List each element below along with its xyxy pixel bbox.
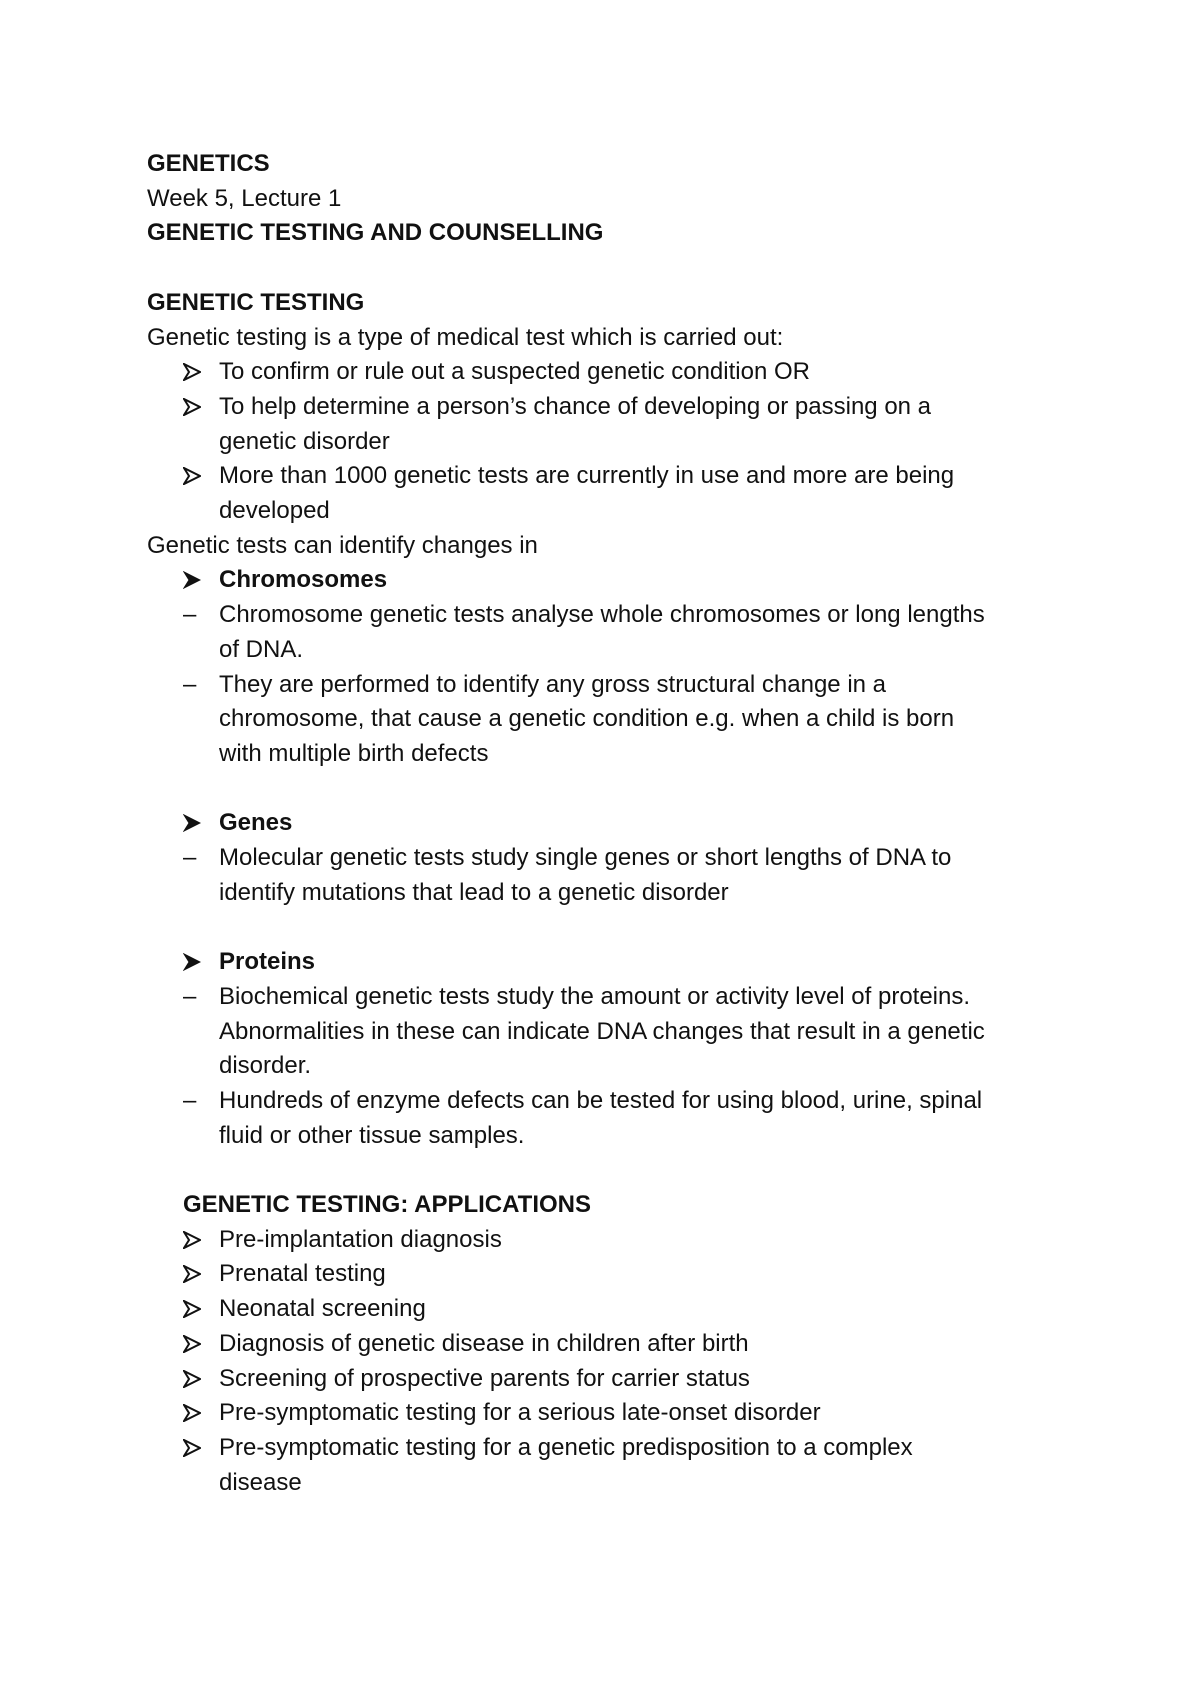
list-item-text: They are performed to identify any gross structural change in a chromosome, that cause a genetic condition e.g. when a child is born with multiple birth defects: [219, 670, 955, 767]
arrow-bullet-icon: [183, 1292, 211, 1318]
dash-bullet-icon: –: [183, 1086, 197, 1114]
dash-bullet-icon: –: [183, 982, 197, 1010]
category-label: Genes: [219, 809, 293, 837]
list-item: [147, 1223, 1067, 1258]
list-item-text: Pre-symptomatic testing for a genetic predisposition to a complex disease: [219, 1433, 913, 1496]
arrow-bullet-icon: [183, 355, 211, 381]
arrow-bullet-icon: [183, 1223, 211, 1249]
list-item: [147, 390, 1067, 459]
doc-title: GENETICS: [147, 150, 270, 177]
section-heading-genetic-testing: GENETIC TESTING: [147, 288, 365, 316]
section-heading-applications: GENETIC TESTING: APPLICATIONS: [183, 1191, 592, 1219]
list-item: [147, 668, 1067, 772]
list-item: [147, 841, 1067, 910]
arrow-bullet-icon: [183, 390, 211, 416]
list-item-text: Diagnosis of genetic disease in children after birth: [219, 1329, 749, 1357]
category-genes: [147, 806, 1067, 841]
category-label: Chromosomes: [219, 566, 388, 594]
arrow-bullet-icon: [183, 563, 211, 589]
list-item: [147, 1084, 1067, 1153]
list-item-text: Neonatal screening: [219, 1295, 426, 1323]
dash-bullet-icon: –: [183, 844, 197, 872]
list-item-text: To help determine a person’s chance of developing or passing on a genetic disorder: [219, 392, 932, 455]
list-item-text: Biochemical genetic tests study the amount or activity level of proteins. Abnormalities in these can indicate DNA changes that result in a genetic disorder.: [219, 982, 985, 1080]
list-item: [147, 598, 1067, 667]
arrow-bullet-icon: [183, 806, 211, 832]
list-item-text: To confirm or rule out a suspected genetic condition OR: [219, 358, 810, 386]
list-item-text: Prenatal testing: [219, 1260, 386, 1288]
list-item-text: Pre-symptomatic testing for a serious late-onset disorder: [219, 1399, 821, 1427]
list-item-text: Chromosome genetic tests analyse whole chromosomes or long lengths of DNA.: [219, 601, 985, 663]
document-body: [147, 147, 1067, 1500]
list-item: [147, 355, 1067, 390]
dash-bullet-icon: –: [183, 601, 197, 629]
list-item: [147, 1362, 1067, 1397]
arrow-bullet-icon: [183, 1396, 211, 1422]
doc-subtitle: Week 5, Lecture 1: [147, 184, 342, 212]
list-item: [147, 1257, 1067, 1292]
spacer: [147, 1153, 1067, 1188]
spacer: [147, 910, 1067, 945]
spacer: [147, 772, 1067, 807]
list-item: [147, 1396, 1067, 1431]
intro-text-2: Genetic tests can identify changes in: [147, 531, 538, 559]
list-item: [147, 1292, 1067, 1327]
arrow-bullet-icon: [183, 1327, 211, 1353]
list-item: [147, 459, 1067, 528]
arrow-bullet-icon: [183, 459, 211, 485]
category-label: Proteins: [219, 948, 316, 976]
category-chromosomes: [147, 563, 1067, 598]
list-item-text: Screening of prospective parents for carrier status: [219, 1364, 750, 1392]
list-item-text: Pre-implantation diagnosis: [219, 1225, 502, 1253]
arrow-bullet-icon: [183, 1431, 211, 1457]
dash-bullet-icon: –: [183, 670, 197, 698]
list-item-text: Molecular genetic tests study single genes or short lengths of DNA to identify mutations that lead to a genetic disorder: [219, 844, 952, 906]
arrow-bullet-icon: [183, 1362, 211, 1388]
list-item: [147, 1327, 1067, 1362]
arrow-bullet-icon: [183, 945, 211, 971]
arrow-bullet-icon: [183, 1257, 211, 1283]
list-item-text: Hundreds of enzyme defects can be tested for using blood, urine, spinal fluid or other tissue samples.: [219, 1086, 983, 1149]
spacer: [147, 251, 1067, 286]
lecture-topic: GENETIC TESTING AND COUNSELLING: [147, 219, 604, 247]
intro-text: Genetic testing is a type of medical test which is carried out:: [147, 323, 784, 351]
list-item: [147, 1431, 1067, 1500]
category-proteins: [147, 945, 1067, 980]
list-item: [147, 980, 1067, 1084]
list-item-text: More than 1000 genetic tests are currently in use and more are being developed: [219, 462, 955, 525]
